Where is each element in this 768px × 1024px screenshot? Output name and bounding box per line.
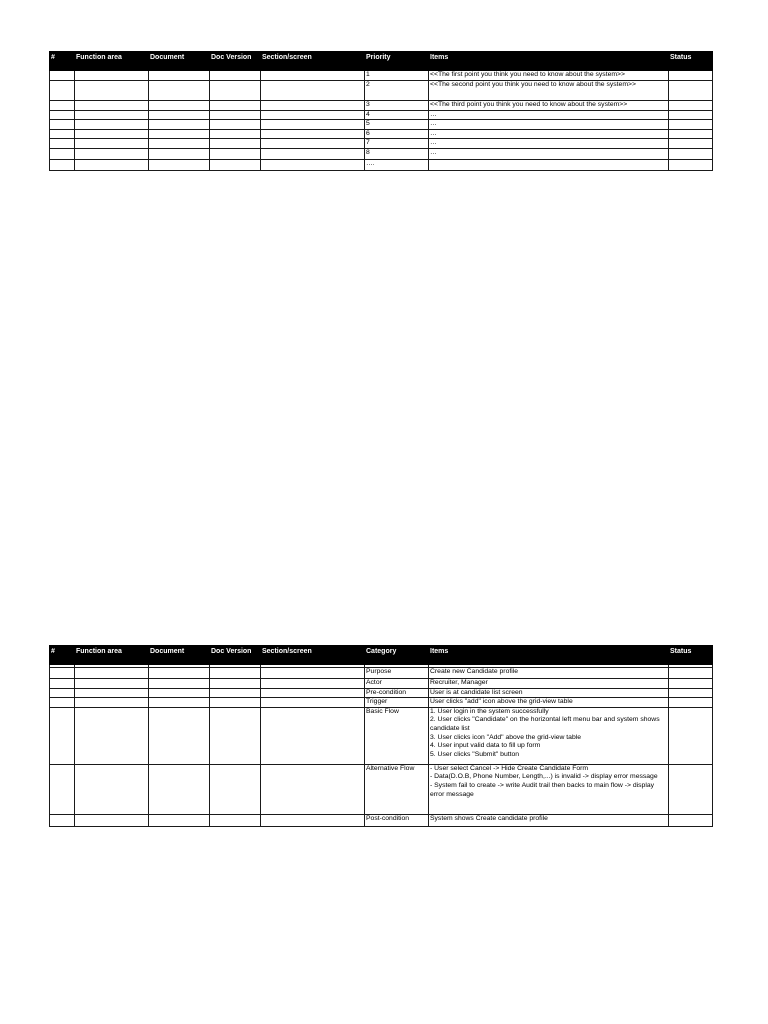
cell-number: [50, 764, 75, 814]
cell-doc-version: [210, 71, 261, 81]
column-header-items: Items: [429, 52, 669, 71]
priority-table: [49, 51, 713, 171]
cell-category: Trigger: [365, 698, 429, 708]
cell-doc-version: [210, 679, 261, 689]
cell-section-screen: [261, 129, 365, 139]
cell-function-area: [75, 148, 149, 159]
cell-status: [669, 110, 713, 120]
cell-document: [149, 707, 210, 764]
cell-doc-version: [210, 148, 261, 159]
column-header-document: Document: [149, 646, 210, 665]
header-row: [50, 646, 713, 665]
cell-doc-version: [210, 120, 261, 130]
cell-number: [50, 668, 75, 679]
cell-doc-version: [210, 688, 261, 698]
cell-items: …: [429, 110, 669, 120]
cell-number: [50, 159, 75, 170]
cell-line: 1. User login in the system successfully: [430, 707, 549, 715]
cell-status: [669, 71, 713, 81]
column-header-category: Category: [365, 646, 429, 665]
cell-status: [669, 764, 713, 814]
cell-section-screen: [261, 668, 365, 679]
table-row: [50, 110, 713, 120]
cell-number: [50, 71, 75, 81]
cell-status: [669, 129, 713, 139]
table-row: [50, 159, 713, 170]
cell-section-screen: [261, 159, 365, 170]
cell-section-screen: [261, 679, 365, 689]
cell-section-screen: [261, 139, 365, 149]
cell-doc-version: [210, 101, 261, 111]
cell-line: - User select Cancel -> Hide Create Candidate Form: [430, 764, 589, 772]
table-row: [50, 814, 713, 826]
column-header-function-area: Function area: [75, 646, 149, 665]
cell-status: [669, 101, 713, 111]
cell-section-screen: [261, 764, 365, 814]
cell-function-area: [75, 101, 149, 111]
cell-doc-version: [210, 159, 261, 170]
table-row: [50, 139, 713, 149]
cell-status: [669, 148, 713, 159]
cell-items: Create new Candidate profile: [429, 668, 669, 679]
cell-doc-version: [210, 129, 261, 139]
cell-priority: 5: [365, 120, 429, 130]
cell-function-area: [75, 698, 149, 708]
column-header-status: Status: [669, 52, 713, 71]
cell-function-area: [75, 707, 149, 764]
column-header-section-screen: Section/screen: [261, 646, 365, 665]
cell-items: …: [429, 129, 669, 139]
cell-function-area: [75, 688, 149, 698]
cell-document: [149, 764, 210, 814]
cell-function-area: [75, 110, 149, 120]
cell-status: [669, 668, 713, 679]
table-row: [50, 679, 713, 689]
cell-function-area: [75, 668, 149, 679]
cell-doc-version: [210, 110, 261, 120]
cell-function-area: [75, 120, 149, 130]
cell-items: [429, 707, 669, 764]
cell-doc-version: [210, 698, 261, 708]
cell-line: - Data(D.O.B, Phone Number, Length,...) is invalid -> display error message: [430, 773, 658, 781]
table-row: [50, 707, 713, 764]
cell-doc-version: [210, 814, 261, 826]
cell-line: - System fail to create -> write Audit trail then backs to main flow -> display error message: [430, 781, 655, 798]
cell-section-screen: [261, 71, 365, 81]
cell-priority: ….: [365, 159, 429, 170]
table-row: [50, 148, 713, 159]
cell-status: [669, 159, 713, 170]
cell-number: [50, 101, 75, 111]
cell-document: [149, 81, 210, 101]
cell-line: 3. User clicks icon "Add" above the grid-view table: [430, 733, 582, 741]
cell-function-area: [75, 764, 149, 814]
cell-line: 2. User clicks "Candidate" on the horizontal left menu bar and system shows candidate list: [430, 716, 660, 732]
cell-number: [50, 688, 75, 698]
cell-doc-version: [210, 81, 261, 101]
column-header-priority: Priority: [365, 52, 429, 71]
cell-status: [669, 814, 713, 826]
cell-items: [429, 159, 669, 170]
cell-function-area: [75, 139, 149, 149]
cell-section-screen: [261, 707, 365, 764]
cell-function-area: [75, 814, 149, 826]
cell-function-area: [75, 81, 149, 101]
table-row: [50, 129, 713, 139]
cell-number: [50, 679, 75, 689]
column-header-items: Items: [429, 646, 669, 665]
table-row: [50, 698, 713, 708]
cell-number: [50, 139, 75, 149]
cell-items: [429, 764, 669, 814]
cell-items: …: [429, 139, 669, 149]
cell-status: [669, 139, 713, 149]
cell-number: [50, 110, 75, 120]
table-row: [50, 81, 713, 101]
table-row: [50, 764, 713, 814]
cell-priority: 3: [365, 101, 429, 111]
cell-priority: 2: [365, 81, 429, 101]
table-row: [50, 101, 713, 111]
cell-status: [669, 688, 713, 698]
cell-items: <<The second point you think you need to know about the system>>: [429, 81, 669, 101]
cell-items: System shows Create candidate profile: [429, 814, 669, 826]
use-case-table: [49, 645, 713, 827]
cell-section-screen: [261, 698, 365, 708]
cell-status: [669, 679, 713, 689]
cell-category: Alternative Flow: [365, 764, 429, 814]
cell-document: [149, 101, 210, 111]
cell-category: Actor: [365, 679, 429, 689]
cell-function-area: [75, 159, 149, 170]
cell-document: [149, 698, 210, 708]
cell-items: …: [429, 120, 669, 130]
cell-number: [50, 129, 75, 139]
cell-number: [50, 81, 75, 101]
cell-status: [669, 81, 713, 101]
cell-number: [50, 707, 75, 764]
cell-section-screen: [261, 120, 365, 130]
cell-priority: 7: [365, 139, 429, 149]
cell-document: [149, 139, 210, 149]
cell-document: [149, 129, 210, 139]
cell-section-screen: [261, 814, 365, 826]
table-row: [50, 120, 713, 130]
table-row: [50, 688, 713, 698]
cell-section-screen: [261, 81, 365, 101]
cell-document: [149, 120, 210, 130]
cell-doc-version: [210, 139, 261, 149]
column-header-doc-version: Doc Version: [210, 646, 261, 665]
cell-document: [149, 148, 210, 159]
cell-items: Recruiter, Manager: [429, 679, 669, 689]
cell-section-screen: [261, 101, 365, 111]
cell-category: Basic Flow: [365, 707, 429, 764]
cell-line: 5. User clicks "Submit" button: [430, 750, 520, 758]
cell-function-area: [75, 71, 149, 81]
cell-priority: 6: [365, 129, 429, 139]
cell-document: [149, 688, 210, 698]
header-row: [50, 52, 713, 71]
cell-line: 4. User input valid data to fill up form: [430, 742, 541, 750]
cell-category: Post-condition: [365, 814, 429, 826]
cell-items: …: [429, 148, 669, 159]
cell-status: [669, 120, 713, 130]
cell-status: [669, 707, 713, 764]
cell-number: [50, 814, 75, 826]
cell-document: [149, 679, 210, 689]
cell-doc-version: [210, 764, 261, 814]
cell-status: [669, 698, 713, 708]
table-row: [50, 71, 713, 81]
cell-number: [50, 148, 75, 159]
cell-document: [149, 159, 210, 170]
cell-document: [149, 814, 210, 826]
table-row: [50, 668, 713, 679]
cell-section-screen: [261, 148, 365, 159]
cell-items: User is at candidate list screen: [429, 688, 669, 698]
cell-category: Purpose: [365, 668, 429, 679]
cell-document: [149, 668, 210, 679]
column-header-number: #: [50, 52, 75, 71]
column-header-section-screen: Section/screen: [261, 52, 365, 71]
cell-doc-version: [210, 707, 261, 764]
cell-section-screen: [261, 110, 365, 120]
cell-section-screen: [261, 688, 365, 698]
column-header-status: Status: [669, 646, 713, 665]
column-header-doc-version: Doc Version: [210, 52, 261, 71]
cell-priority: 4: [365, 110, 429, 120]
cell-items: <<The third point you think you need to know about the system>>: [429, 101, 669, 111]
column-header-document: Document: [149, 52, 210, 71]
cell-number: [50, 698, 75, 708]
column-header-function-area: Function area: [75, 52, 149, 71]
cell-category: Pre-condition: [365, 688, 429, 698]
cell-document: [149, 71, 210, 81]
cell-priority: 8: [365, 148, 429, 159]
cell-items: <<The first point you think you need to know about the system>>: [429, 71, 669, 81]
cell-priority: 1: [365, 71, 429, 81]
cell-items: User clicks "add" icon above the grid-view table: [429, 698, 669, 708]
cell-function-area: [75, 679, 149, 689]
cell-document: [149, 110, 210, 120]
column-header-number: #: [50, 646, 75, 665]
cell-doc-version: [210, 668, 261, 679]
cell-function-area: [75, 129, 149, 139]
cell-number: [50, 120, 75, 130]
